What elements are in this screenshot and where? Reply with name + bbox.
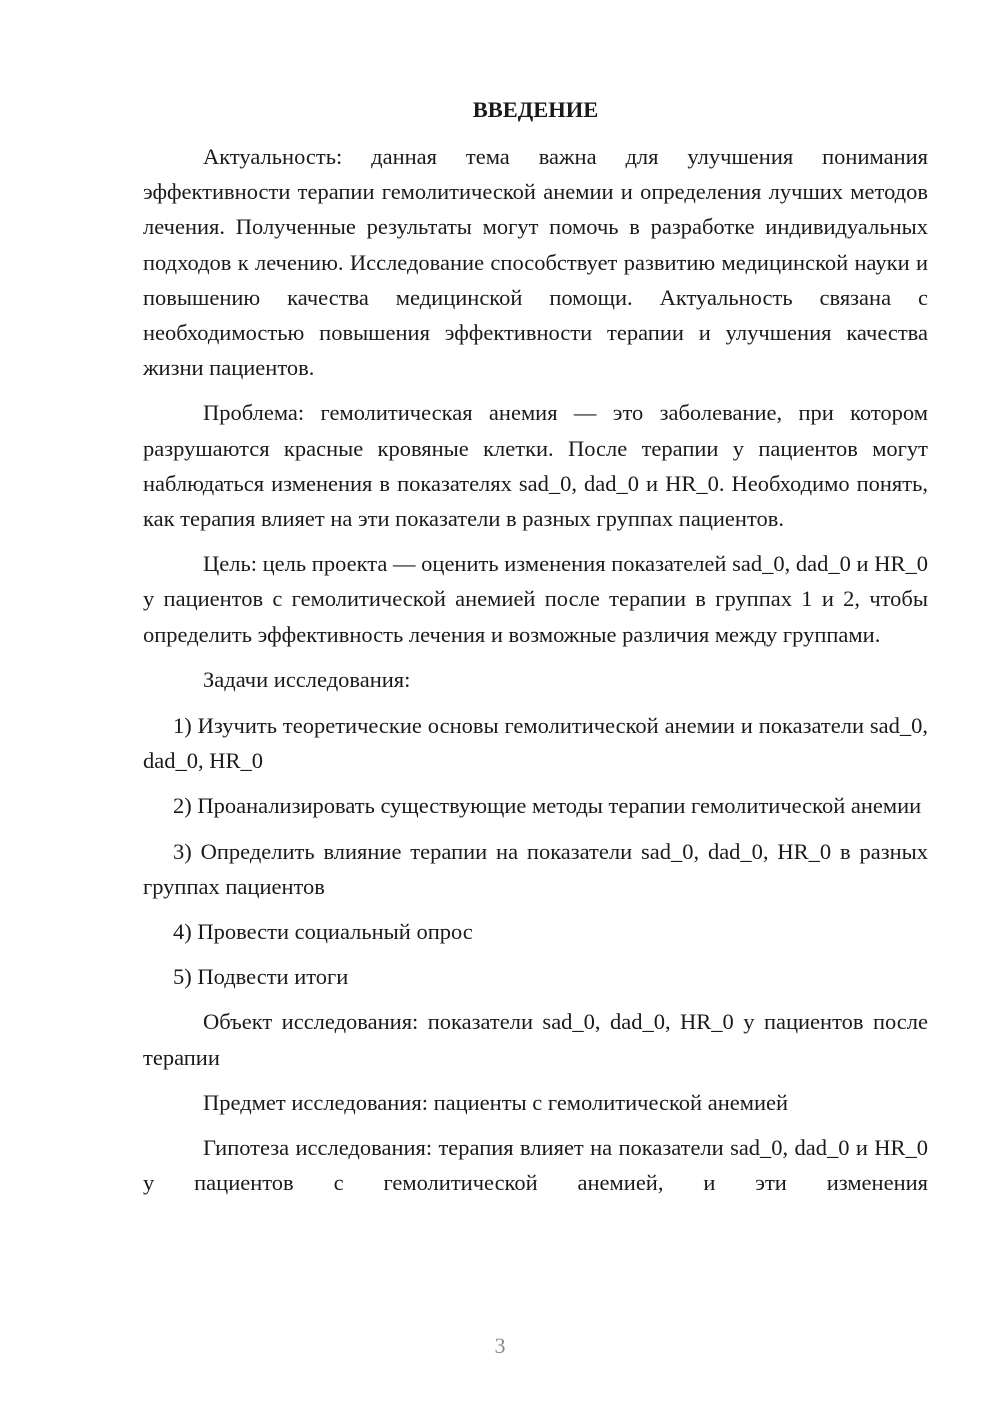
task-item: 1) Изучить теоретические основы гемолитической анемии и показатели sad_0, dad_0, HR_0 xyxy=(143,713,928,774)
tasks-heading: Задачи исследования: xyxy=(203,666,411,692)
task-item: 5) Подвести итоги xyxy=(173,964,349,990)
task-item: 2) Проанализировать существующие методы терапии гемолитической анемии xyxy=(173,793,922,819)
document-page xyxy=(143,92,928,1200)
page-number: 3 xyxy=(494,1333,506,1358)
goal-paragraph: Цель: цель проекта — оценить изменения показателей sad_0, dad_0 и HR_0 у пациентов с гемолитической анемией после терапии в группах 1 и 2, чтобы определить эффективность лечения и возможные различия между группами. xyxy=(143,551,928,647)
relevance-paragraph: Актуальность: данная тема важна для улучшения понимания эффективности терапии гемолитической анемии и определения лучших методов лечения. Полученные результаты могут помочь в разработке индивидуальных подходов к лечению. Исследование способствует развитию медицинской науки и повышению качества медицинской помощи. Актуальность связана с необходимостью повышения эффективности терапии и улучшения качества жизни пациентов. xyxy=(143,144,928,381)
section-title: ВВЕДЕНИЕ xyxy=(472,97,599,122)
hypothesis-paragraph: Гипотеза исследования: терапия влияет на показатели sad_0, dad_0 и HR_0 у пациентов с гемолитической анемией, и эти изменения xyxy=(143,1135,928,1196)
task-item: 3) Определить влияние терапии на показатели sad_0, dad_0, HR_0 в разных группах пациентов xyxy=(143,838,928,899)
subject-paragraph: Предмет исследования: пациенты с гемолитической анемией xyxy=(203,1089,789,1115)
problem-paragraph: Проблема: гемолитическая анемия — это заболевание, при котором разрушаются красные кровяные клетки. После терапии у пациентов могут наблюдаться изменения в показателях sad_0, dad_0 и HR_0. Необходимо понять, как терапия влияет на эти показатели в разных группах пациентов. xyxy=(143,400,928,532)
object-paragraph: Объект исследования: показатели sad_0, dad_0, HR_0 у пациентов после терапии xyxy=(143,1009,928,1070)
task-item: 4) Провести социальный опрос xyxy=(173,919,473,945)
